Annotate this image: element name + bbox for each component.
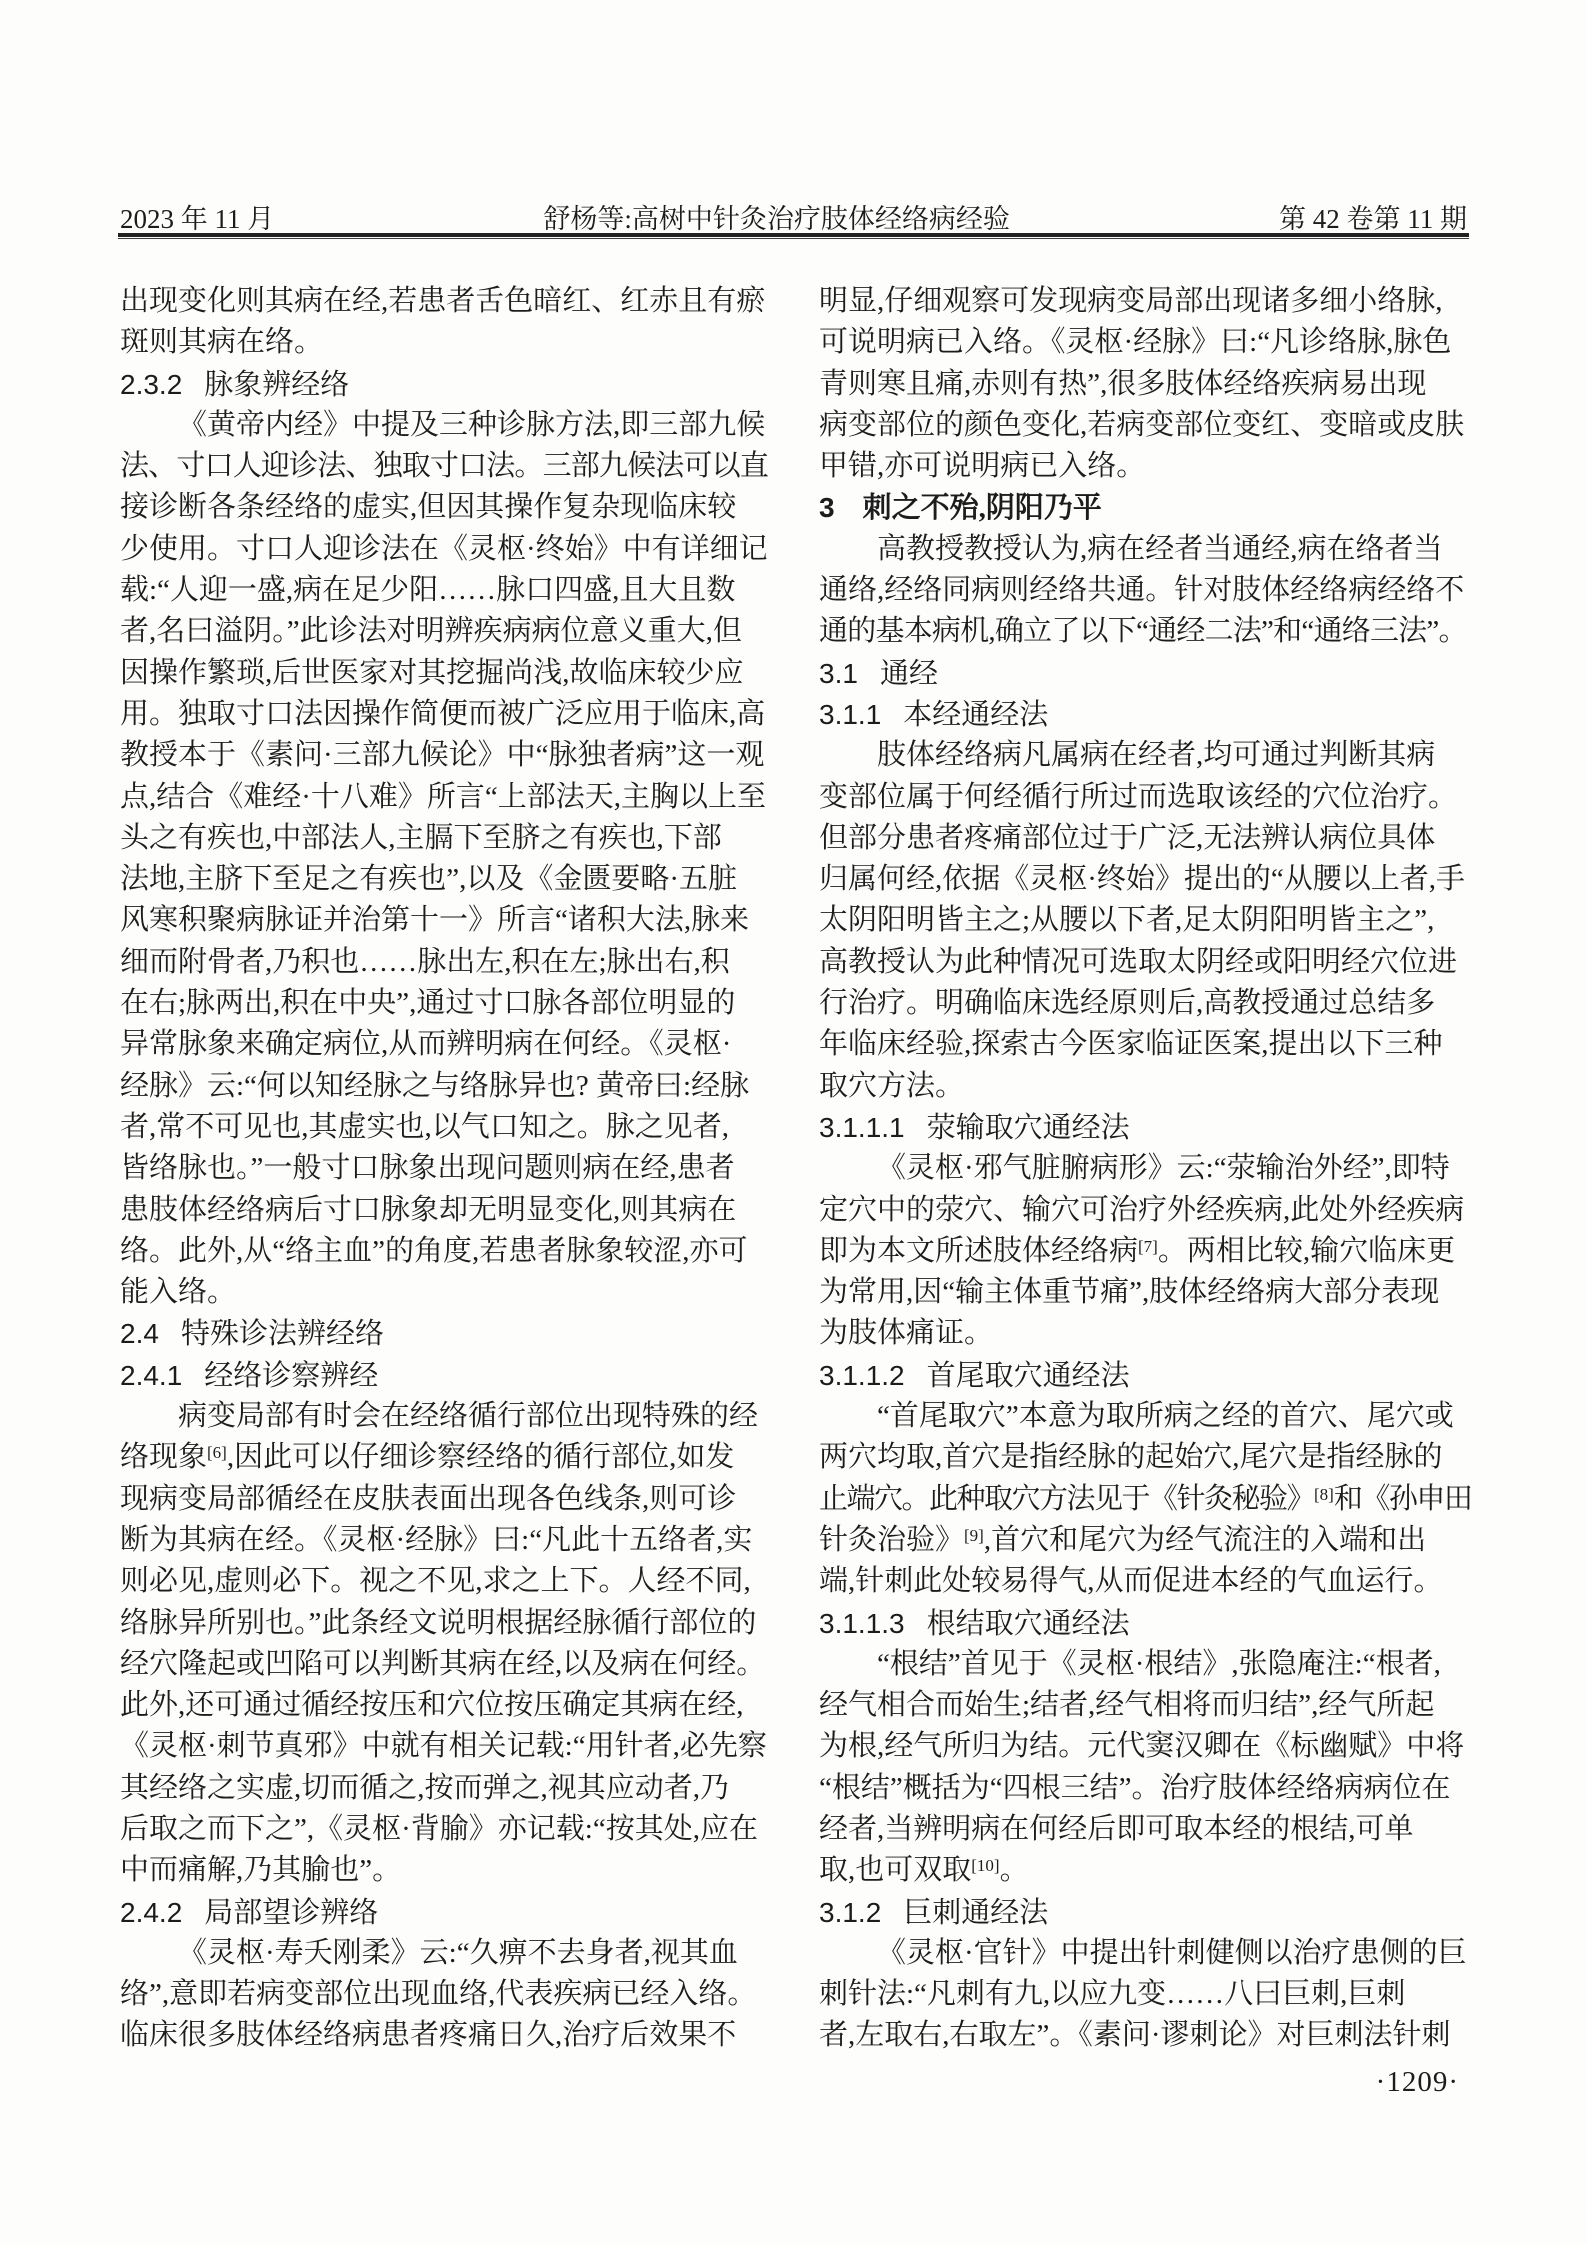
text-line: 皆络脉也。”一般寸口脉象出现问题则病在经,患者 xyxy=(120,1152,735,1185)
text-line: 者,左取右,右取左”。《素问·谬刺论》对巨刺法针刺 xyxy=(819,2019,1451,2052)
text-line: 《黄帝内经》中提及三种诊脉方法,即三部九候 xyxy=(178,408,766,441)
header-date: 2023 年 11 月 xyxy=(120,204,275,234)
section-title: 脉象辨经络 xyxy=(204,368,350,401)
text-line: 经脉》云:“何以知经脉之与络脉异也? 黄帝曰:经脉 xyxy=(120,1069,750,1102)
section-title: 本经通经法 xyxy=(903,698,1049,731)
header-rule xyxy=(118,233,1469,239)
section-heading xyxy=(819,653,1467,694)
section-title: 根结取穴通经法 xyxy=(926,1607,1130,1640)
text-line: 甲错,亦可说明病已入络。 xyxy=(819,450,1146,483)
text-line: 在右;脉两出,积在中央”,通过寸口脉各部位明显的 xyxy=(120,987,736,1020)
text-line: 定穴中的荥穴、输穴可治疗外经疾病,此处外经疾病 xyxy=(819,1193,1465,1226)
section-number: 3 xyxy=(819,492,835,524)
text-line: 用。独取寸口法因操作简便而被广泛应用于临床,高 xyxy=(120,697,766,730)
text-line: 太阴阳明皆主之;从腰以下者,足太阴阳明皆主之”, xyxy=(819,904,1435,937)
text-line: 病变局部有时会在经络循行部位出现特殊的经 xyxy=(178,1400,759,1433)
text-line: 为常用,因“输主体重节痛”,肢体经络病大部分表现 xyxy=(819,1276,1440,1309)
text-line: 高教授认为此种情况可选取太阴经或阳明经穴位进 xyxy=(819,945,1458,978)
article-body xyxy=(120,281,1472,2057)
text-line: 年临床经验,探索古今医家临证医案,提出以下三种 xyxy=(819,1028,1443,1061)
page-number: ·1209· xyxy=(1375,2066,1459,2098)
citation-superscript: [8] xyxy=(1314,1484,1334,1504)
text-line: 高教授教授认为,病在经者当通经,病在络者当 xyxy=(877,532,1443,565)
text-line: 接诊断各条经络的虚实,但因其操作复杂现临床较 xyxy=(120,491,737,524)
text-line: 为肢体痛证。 xyxy=(819,1317,994,1350)
section-title: 巨刺通经法 xyxy=(903,1896,1049,1929)
text-line: 法地,主脐下至足之有疾也”,以及《金匮要略·五脏 xyxy=(120,863,738,896)
header-running-title: 舒杨等:高树中针灸治疗肢体经络病经验 xyxy=(543,204,1010,234)
text-line: 患肢体经络病后寸口脉象却无明显变化,则其病在 xyxy=(120,1193,737,1226)
text-line: 《灵枢·官针》中提出针刺健侧以治疗患侧的巨 xyxy=(877,1936,1467,1969)
text-line: 行治疗。明确临床选经原则后,高教授通过总结多 xyxy=(819,987,1436,1020)
text-line: 青则寒且痛,赤则有热”,很多肢体经络疾病易出现 xyxy=(819,367,1427,400)
text-line: 教授本于《素问·三部九候论》中“脉独者病”这一观 xyxy=(120,739,765,772)
citation-superscript: [9] xyxy=(964,1525,984,1545)
text-line: 点,结合《难经·十八难》所言“上部法天,主胸以上至 xyxy=(120,780,767,813)
text-line: 临床很多肢体经络病患者疼痛日久,治疗后效果不 xyxy=(120,2019,737,2052)
citation-superscript: [7] xyxy=(1138,1236,1158,1256)
text-line: 即为本文所述肢体经络病[7]。两相比较,输穴临床更 xyxy=(819,1234,1456,1267)
text-line: 能入络。 xyxy=(120,1276,237,1309)
text-line: 通络,经络同病则经络共通。针对肢体经络病经络不 xyxy=(819,574,1465,607)
text-line: 头之有疾也,中部法人,主膈下至脐之有疾也,下部 xyxy=(120,821,722,854)
text-line: 《灵枢·寿夭刚柔》云:“久痹不去身者,视其血 xyxy=(178,1936,738,1969)
text-line: 后取之而下之”,《灵枢·背腧》亦记载:“按其处,应在 xyxy=(120,1812,758,1845)
text-line: 取穴方法。 xyxy=(819,1069,965,1102)
section-number: 3.1.1.2 xyxy=(819,1359,905,1391)
text-line: 变部位属于何经循行所过而选取该经的穴位治疗。 xyxy=(819,780,1458,813)
text-line: 异常脉象来确定病位,从而辨明病在何经。《灵枢· xyxy=(120,1028,732,1061)
right-column xyxy=(819,281,1472,2057)
section-number: 2.3.2 xyxy=(120,368,183,400)
left-column xyxy=(120,281,768,2057)
section-number: 2.4.1 xyxy=(120,1359,183,1391)
citation-superscript: [6] xyxy=(207,1443,227,1463)
text-line: 络。此外,从“络主血”的角度,若患者脉象较涩,亦可 xyxy=(120,1234,748,1267)
text-line: 可说明病已入络。《灵枢·经脉》曰:“凡诊络脉,脉色 xyxy=(819,326,1452,359)
section-heading xyxy=(819,1107,1467,1148)
text-line: 现病变局部循经在皮肤表面出现各色线条,则可诊 xyxy=(120,1482,737,1515)
section-heading xyxy=(819,487,1467,528)
text-line: 端,针刺此处较易得气,从而促进本经的气血运行。 xyxy=(819,1565,1443,1598)
text-line: 经穴隆起或凹陷可以判断其病在经,以及病在何经。 xyxy=(120,1647,766,1680)
section-heading xyxy=(819,1355,1467,1396)
section-heading xyxy=(819,694,1467,735)
section-title: 经络诊察辨经 xyxy=(204,1359,379,1392)
text-line: 肢体经络病凡属病在经者,均可通过判断其病 xyxy=(877,739,1436,772)
section-number: 3.1.1.1 xyxy=(819,1111,905,1143)
text-line: 中而痛解,乃其腧也”。 xyxy=(120,1854,402,1887)
text-line: 此外,还可通过循经按压和穴位按压确定其病在经, xyxy=(120,1689,744,1722)
running-head xyxy=(120,204,1467,234)
text-line: “根结”概括为“四根三结”。治疗肢体经络病病位在 xyxy=(819,1771,1451,1804)
text-line: 络脉异所别也。”此条经文说明根据经脉循行部位的 xyxy=(120,1606,757,1639)
text-line: 但部分患者疼痛部位过于广泛,无法辨认病位具体 xyxy=(819,821,1436,854)
text-line: 通的基本病机,确立了以下“通经二法”和“通络三法”。 xyxy=(819,615,1467,648)
text-line: 络现象[6],因此可以仔细诊察经络的循行部位,如发 xyxy=(120,1441,735,1474)
section-title: 通经 xyxy=(879,657,938,690)
text-line: 为根,经气所归为结。元代窦汉卿在《标幽赋》中将 xyxy=(819,1730,1465,1763)
section-title: 刺之不殆,阴阳乃平 xyxy=(862,492,1102,525)
text-line: 者,名曰溢阴。”此诊法对明辨疾病病位意义重大,但 xyxy=(120,615,742,648)
section-title: 特殊诊法辨经络 xyxy=(180,1318,384,1351)
text-line: 《灵枢·邪气脏腑病形》云:“荥输治外经”,即特 xyxy=(877,1152,1450,1185)
text-line: 风寒积聚病脉证并治第十一》所言“诸积大法,脉来 xyxy=(120,904,750,937)
text-line: 因操作繁琐,后世医家对其挖掘尚浅,故临床较少应 xyxy=(120,656,744,689)
section-number: 3.1.1.3 xyxy=(819,1607,905,1639)
text-line: 法、寸口人迎诊法、独取寸口法。三部九候法可以直 xyxy=(120,450,769,483)
text-line: 明显,仔细观察可发现病变局部出现诸多细小络脉, xyxy=(819,285,1443,317)
text-line: 则必见,虚则必下。视之不见,求之上下。人经不同, xyxy=(120,1565,751,1598)
text-line: 者,常不可见也,其虚实也,以气口知之。脉之见者, xyxy=(120,1110,730,1143)
section-heading xyxy=(120,364,768,405)
text-line: 其经络之实虚,切而循之,按而弹之,视其应动者,乃 xyxy=(120,1771,730,1804)
section-number: 2.4 xyxy=(120,1318,159,1350)
text-line: “首尾取穴”本意为取所病之经的首穴、尾穴或 xyxy=(877,1400,1454,1433)
text-line: 止端穴。此种取穴方法见于《针灸秘验》[8]和《孙申田 xyxy=(819,1482,1472,1515)
section-heading xyxy=(819,1892,1467,1933)
section-heading xyxy=(120,1892,768,1933)
text-line: 络”,意即若病变部位出现血络,代表疾病已经入络。 xyxy=(120,1978,757,2011)
text-line: 斑则其病在络。 xyxy=(120,326,324,359)
section-number: 3.1.2 xyxy=(819,1896,882,1928)
section-number: 3.1 xyxy=(819,657,858,689)
text-line: 归属何经,依据《灵枢·终始》提出的“从腰以上者,手 xyxy=(819,863,1466,896)
text-line: 少使用。寸口人迎诊法在《灵枢·终始》中有详细记 xyxy=(120,532,768,565)
text-line: 针灸治验》[9],首穴和尾穴为经气流注的入端和出 xyxy=(819,1523,1427,1556)
section-title: 荥输取穴通经法 xyxy=(926,1111,1130,1144)
text-line: 经气相合而始生;结者,经气相将而归结”,经气所起 xyxy=(819,1689,1435,1722)
header-issue: 第 42 卷第 11 期 xyxy=(1279,204,1467,234)
text-line: 经者,当辨明病在何经后即可取本经的根结,可单 xyxy=(819,1812,1414,1845)
text-line: 断为其病在经。《灵枢·经脉》曰:“凡此十五络者,实 xyxy=(120,1523,753,1556)
text-line: 刺针法:“凡刺有九,以应九变……八曰巨刺,巨刺 xyxy=(819,1978,1406,2011)
text-line: 取,也可双取[10]。 xyxy=(819,1854,1029,1887)
section-title: 局部望诊辨络 xyxy=(204,1896,379,1929)
text-line: 病变部位的颜色变化,若病变部位变红、变暗或皮肤 xyxy=(819,408,1465,441)
citation-superscript: [10] xyxy=(971,1856,1000,1876)
section-heading xyxy=(120,1355,768,1396)
text-line: 载:“人迎一盛,病在足少阳……脉口四盛,且大且数 xyxy=(120,574,736,607)
section-heading xyxy=(120,1313,768,1354)
section-title: 首尾取穴通经法 xyxy=(926,1359,1130,1392)
section-number: 3.1.1 xyxy=(819,698,882,730)
section-number: 2.4.2 xyxy=(120,1896,183,1928)
section-heading xyxy=(819,1603,1467,1644)
text-line: 出现变化则其病在经,若患者舌色暗红、红赤且有瘀 xyxy=(120,285,766,317)
text-line: “根结”首见于《灵枢·根结》,张隐庵注:“根者, xyxy=(877,1647,1441,1680)
text-line: 两穴均取,首穴是指经脉的起始穴,尾穴是指经脉的 xyxy=(819,1441,1443,1474)
text-line: 《灵枢·刺节真邪》中就有相关记载:“用针者,必先察 xyxy=(120,1730,767,1763)
text-line: 细而附骨者,乃积也……脉出左,积在左;脉出右,积 xyxy=(120,945,730,978)
